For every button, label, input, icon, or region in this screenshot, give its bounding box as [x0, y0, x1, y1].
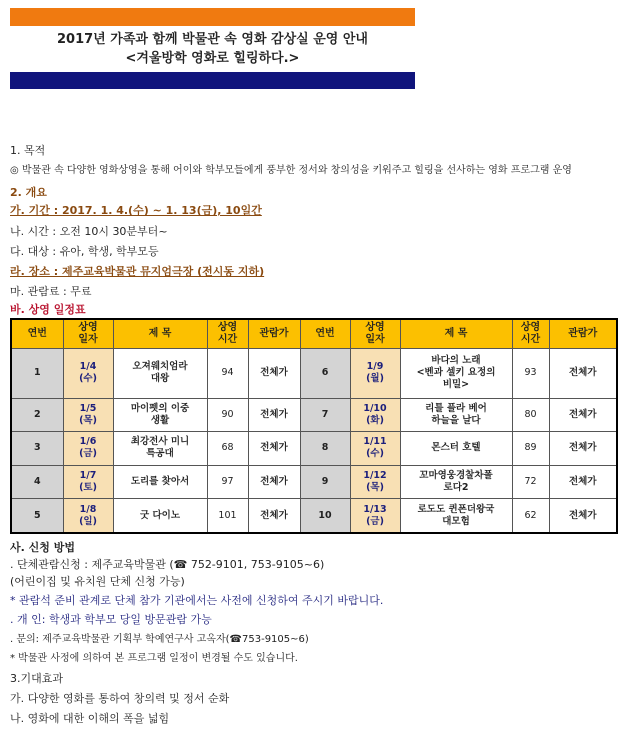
- cell-runtime: 62: [512, 499, 549, 533]
- cell-runtime: 80: [512, 398, 549, 432]
- header-col-title: 제 목: [113, 319, 207, 349]
- apply-notice: * 관람석 준비 관계로 단체 참가 기관에서는 사전에 신청하여 주시기 바랍니다.: [10, 594, 384, 607]
- cell-runtime: 94: [207, 349, 248, 399]
- table-row: [11, 499, 617, 533]
- place-line: 라. 장소 : 제주교육박물관 뮤지엄극장 (전시동 지하): [10, 265, 265, 278]
- cell-runtime: 90: [207, 398, 248, 432]
- cell-title: 도리를 찾아서: [113, 465, 207, 499]
- apply-group-note: (어린이집 및 유치원 단체 신청 가능): [10, 575, 185, 588]
- period-line: 가. 기간 : 2017. 1. 4.(수) ~ 1. 13(금), 10일간: [10, 204, 262, 217]
- cell-date: 1/5 (목): [63, 398, 113, 432]
- section-2-heading: 2. 개요: [10, 186, 47, 199]
- cell-date: 1/11 (수): [350, 432, 400, 466]
- target-line: 다. 대상 : 유아, 학생, 학부모등: [10, 245, 159, 258]
- section-1-body: ◎ 박물관 속 다양한 영화상영을 통해 어이와 학부모들에게 풍부한 정서와 창의성을 키워주고 힐링을 선사하는 영화 프로그램 운영: [10, 165, 572, 176]
- cell-rating: 전체가: [549, 465, 617, 499]
- header-col-rating: 관람가: [248, 319, 300, 349]
- header-col-runtime: 상영 시간: [512, 319, 549, 349]
- cell-title: 로도도 퀸폰더왕국 대모험: [400, 499, 512, 533]
- cell-number: 1: [11, 349, 63, 399]
- header-col-title: 제 목: [400, 319, 512, 349]
- cell-rating: 전체가: [248, 398, 300, 432]
- cell-rating: 전체가: [549, 349, 617, 399]
- cell-number: 7: [300, 398, 350, 432]
- cell-rating: 전체가: [549, 398, 617, 432]
- apply-change: * 박물관 사정에 의하여 본 프로그램 일정이 변경될 수도 있습니다.: [10, 653, 298, 664]
- table-row: [11, 349, 617, 399]
- cell-date: 1/8 (일): [63, 499, 113, 533]
- page-title: 2017년 가족과 함께 박물관 속 영화 감상실 운영 안내: [57, 32, 368, 47]
- section-1-heading: 1. 목적: [10, 144, 46, 157]
- cell-title: 몬스터 호텔: [400, 432, 512, 466]
- cell-number: 5: [11, 499, 63, 533]
- cell-number: 10: [300, 499, 350, 533]
- cell-date: 1/4 (수): [63, 349, 113, 399]
- cell-rating: 전체가: [549, 432, 617, 466]
- cell-runtime: 68: [207, 432, 248, 466]
- cell-title: 꼬마영웅경찰차폴 로다2: [400, 465, 512, 499]
- header-bottom-bar: [10, 72, 415, 89]
- cell-runtime: 93: [512, 349, 549, 399]
- cell-rating: 전체가: [248, 499, 300, 533]
- cell-number: 2: [11, 398, 63, 432]
- cell-date: 1/9 (월): [350, 349, 400, 399]
- effect-item-1: 가. 다양한 영화를 통하여 창의력 및 정서 순화: [10, 692, 230, 705]
- cell-date: 1/7 (토): [63, 465, 113, 499]
- header-col-date: 상영 일자: [63, 319, 113, 349]
- header-col-date: 상영 일자: [350, 319, 400, 349]
- page-subtitle: <겨울방학 영화로 힐링하다.>: [125, 51, 300, 66]
- cell-number: 8: [300, 432, 350, 466]
- cell-runtime: 101: [207, 499, 248, 533]
- table-row: [11, 432, 617, 466]
- apply-contact: . 문의: 제주교육박물관 기획부 학예연구사 고옥자(☎753-9105~6): [10, 634, 309, 645]
- cell-number: 6: [300, 349, 350, 399]
- cell-title: 굿 다이노: [113, 499, 207, 533]
- header-col-rating: 관람가: [549, 319, 617, 349]
- header-title-box: [10, 28, 415, 70]
- schedule-table: [10, 318, 618, 534]
- cell-number: 3: [11, 432, 63, 466]
- cell-number: 4: [11, 465, 63, 499]
- table-row: [11, 465, 617, 499]
- cell-date: 1/13 (금): [350, 499, 400, 533]
- header-col-runtime: 상영 시간: [207, 319, 248, 349]
- cell-title: 최강전사 미니 특공대: [113, 432, 207, 466]
- header-col-no: 연번: [300, 319, 350, 349]
- cell-runtime: 89: [512, 432, 549, 466]
- cell-title: 마이펫의 이중 생활: [113, 398, 207, 432]
- cell-runtime: 72: [512, 465, 549, 499]
- schedule-heading: 바. 상영 일정표: [10, 303, 86, 316]
- cell-title: 오져웨치엄라 대왕: [113, 349, 207, 399]
- cell-date: 1/6 (금): [63, 432, 113, 466]
- schedule-header-row: [11, 319, 617, 349]
- cell-rating: 전체가: [248, 432, 300, 466]
- effect-item-2: 나. 영화에 대한 이해의 폭을 넓힘: [10, 712, 170, 725]
- cell-rating: 전체가: [248, 349, 300, 399]
- header-top-bar: [10, 8, 415, 26]
- cell-rating: 전체가: [248, 465, 300, 499]
- cell-date: 1/12 (목): [350, 465, 400, 499]
- apply-individual: . 개 인: 학생과 학부모 당일 방문관람 가능: [10, 613, 212, 626]
- header-col-no: 연번: [11, 319, 63, 349]
- time-line: 나. 시간 : 오전 10시 30분부터~: [10, 225, 168, 238]
- cell-rating: 전체가: [549, 499, 617, 533]
- section-3-heading: 3.기대효과: [10, 672, 63, 685]
- cell-date: 1/10 (화): [350, 398, 400, 432]
- cell-title: 리틀 플라 베어 하늘을 날다: [400, 398, 512, 432]
- cell-number: 9: [300, 465, 350, 499]
- apply-group: . 단체관람신청 : 제주교육박물관 (☎ 752-9101, 753-9105~6): [10, 558, 325, 571]
- cell-title: 바다의 노래 <벤과 셀키 요정의 비밀>: [400, 349, 512, 399]
- table-row: [11, 398, 617, 432]
- apply-heading: 사. 신청 방법: [10, 541, 75, 554]
- cell-runtime: 97: [207, 465, 248, 499]
- fee-line: 마. 관람료 : 무료: [10, 285, 92, 298]
